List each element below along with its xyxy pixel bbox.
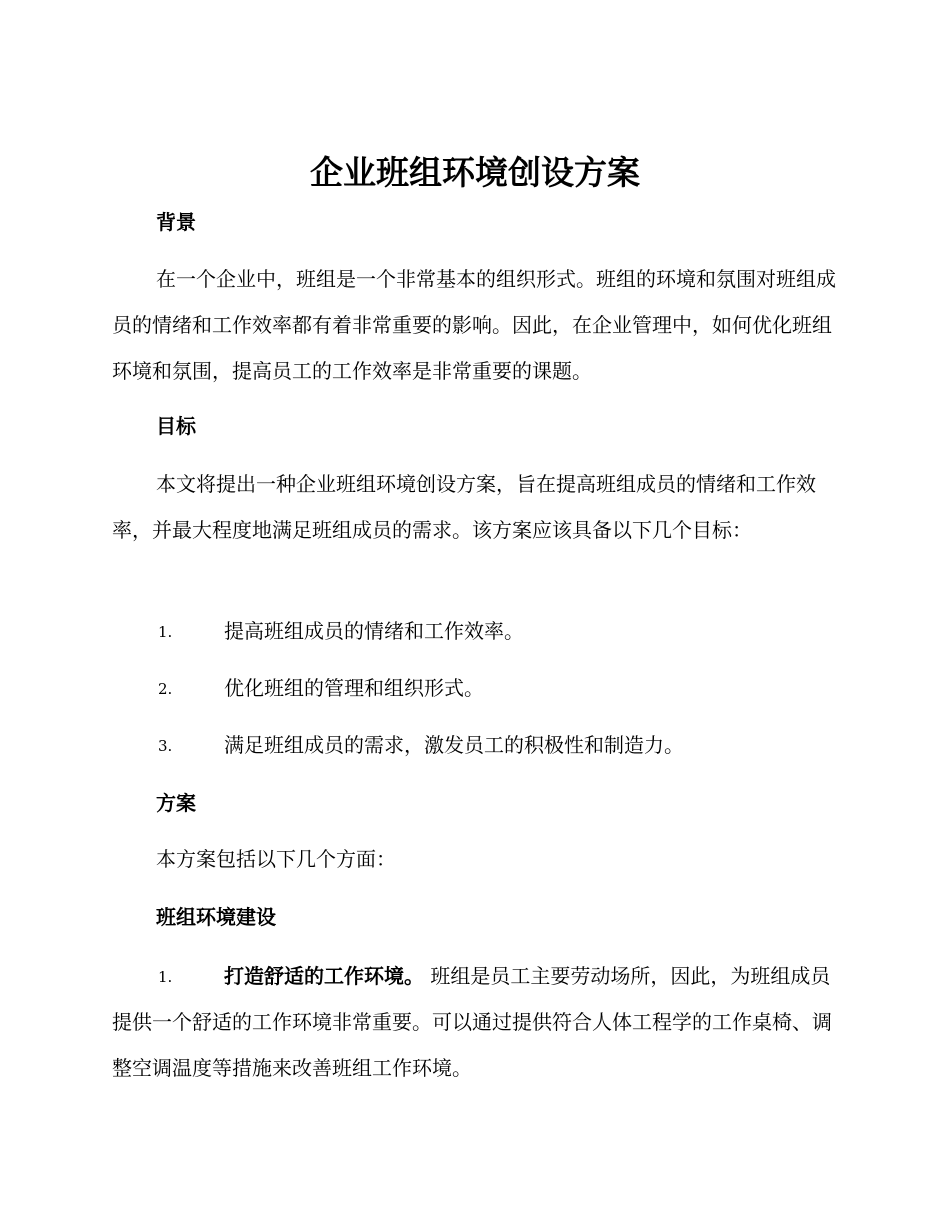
list-item-text: 优化班组的管理和组织形式。 bbox=[224, 676, 484, 700]
list-item-text: 班组是员工主要劳动场所，因此，为班组成员提供一个舒适的工作环境非常重要。可以通过提供符合人体工程学的工作桌椅、调整空调温度等措施来改善班组工作环境。 bbox=[112, 964, 832, 1080]
list-item-text: 提高班组成员的情绪和工作效率。 bbox=[224, 619, 524, 643]
list-item-text: 满足班组成员的需求，激发员工的积极性和制造力。 bbox=[224, 733, 684, 757]
list-item-number: 2. bbox=[158, 680, 173, 698]
list-item bbox=[112, 953, 842, 1091]
list-item-number: 3. bbox=[158, 737, 173, 755]
section-heading-plan: 方案 bbox=[156, 791, 196, 815]
section-heading-goals: 目标 bbox=[156, 414, 196, 438]
list-item-number: 1. bbox=[158, 623, 173, 641]
goals-paragraph: 本文将提出一种企业班组环境创设方案，旨在提高班组成员的情绪和工作效率，并最大程度地满足班组成员的需求。该方案应该具备以下几个目标： bbox=[112, 472, 816, 542]
plan-intro: 本方案包括以下几个方面： bbox=[156, 847, 396, 871]
background-paragraph: 在一个企业中，班组是一个非常基本的组织形式。班组的环境和氛围对班组成员的情绪和工作效率都有着非常重要的影响。因此，在企业管理中，如何优化班组环境和氛围，提高员工的工作效率是非常重要的课题。 bbox=[112, 267, 836, 383]
section-heading-team-environment: 班组环境建设 bbox=[156, 905, 276, 929]
list-item-bold-lead: 打造舒适的工作环境。 bbox=[224, 964, 424, 988]
document-title: 企业班组环境创设方案 bbox=[310, 153, 640, 192]
list-item-number: 1. bbox=[158, 968, 173, 986]
section-heading-background: 背景 bbox=[156, 210, 196, 234]
